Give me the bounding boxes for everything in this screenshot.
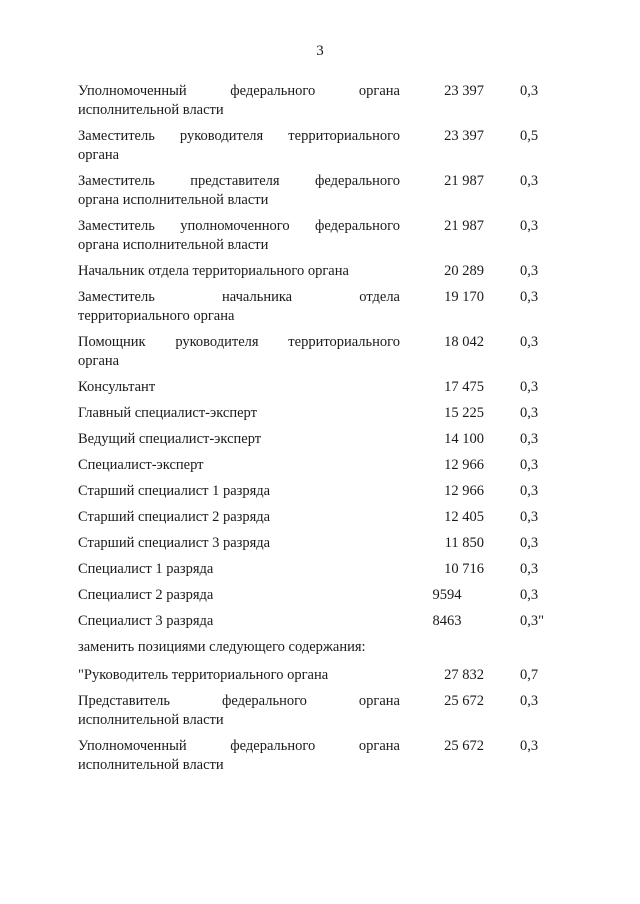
position-name: Заместитель представителя федерального органа исполнительной власти bbox=[78, 173, 400, 208]
salary-amount: 21 987 bbox=[444, 173, 484, 189]
coefficient: 0,3 bbox=[520, 263, 539, 279]
coefficient: 0,3 bbox=[520, 457, 539, 473]
position-name: Специалист 2 разряда bbox=[78, 587, 214, 603]
position-name: Ведущий специалист-эксперт bbox=[78, 431, 262, 447]
position-name: Заместитель руководителя территориального органа bbox=[78, 128, 400, 163]
table-row bbox=[78, 560, 578, 579]
salary-amount: 27 832 bbox=[444, 667, 484, 683]
table-row bbox=[78, 288, 578, 326]
table-row bbox=[78, 534, 578, 553]
coefficient: 0,3 bbox=[520, 509, 539, 525]
coefficient: 0,3 bbox=[520, 483, 539, 499]
salary-amount: 17 475 bbox=[444, 379, 484, 395]
table-row bbox=[78, 456, 578, 475]
salary-amount: 14 100 bbox=[444, 431, 484, 447]
position-name: Специалист-эксперт bbox=[78, 457, 204, 473]
salary-amount: 20 289 bbox=[444, 263, 484, 279]
salary-amount: 25 672 bbox=[444, 738, 484, 754]
table-row bbox=[78, 127, 578, 165]
position-name: "Руководитель территориального органа bbox=[78, 667, 329, 683]
position-name: Уполномоченный федерального органа исполнительной власти bbox=[78, 83, 400, 118]
salary-amount: 15 225 bbox=[444, 405, 484, 421]
position-name: Консультант bbox=[78, 379, 156, 395]
coefficient: 0,3 bbox=[520, 535, 539, 551]
salary-amount: 12 966 bbox=[444, 457, 484, 473]
page-number: 3 bbox=[316, 43, 324, 59]
coefficient: 0,3 bbox=[520, 173, 539, 189]
position-name: Специалист 1 разряда bbox=[78, 561, 214, 577]
coefficient: 0,3 bbox=[520, 83, 539, 99]
coefficient: 0,3 bbox=[520, 587, 539, 603]
salary-amount: 25 672 bbox=[444, 693, 484, 709]
salary-amount: 23 397 bbox=[444, 128, 484, 144]
salary-amount: 12 405 bbox=[444, 509, 484, 525]
coefficient: 0,3 bbox=[520, 218, 539, 234]
salary-amount: 23 397 bbox=[444, 83, 484, 99]
coefficient: 0,3 bbox=[520, 289, 539, 305]
salary-amount: 12 966 bbox=[444, 483, 484, 499]
salary-amount: 21 987 bbox=[444, 218, 484, 234]
table-row bbox=[78, 666, 578, 685]
coefficient: 0,3 bbox=[520, 379, 539, 395]
salary-amount: 11 850 bbox=[444, 535, 484, 551]
table-row bbox=[78, 430, 578, 449]
salary-amount: 8463 bbox=[432, 613, 462, 629]
position-name: Заместитель начальника отдела территориального органа bbox=[78, 289, 400, 324]
table-row bbox=[78, 217, 578, 255]
coefficient: 0,3 bbox=[520, 693, 539, 709]
coefficient: 0,3 bbox=[520, 405, 539, 421]
coefficient: 0,5 bbox=[520, 128, 539, 144]
salary-amount: 9594 bbox=[432, 587, 462, 603]
position-name: Начальник отдела территориального органа bbox=[78, 263, 349, 279]
position-name: Заместитель уполномоченного федерального органа исполнительной власти bbox=[78, 218, 400, 253]
table-row bbox=[78, 482, 578, 501]
salary-amount: 19 170 bbox=[444, 289, 484, 305]
table-row bbox=[78, 404, 578, 423]
table-row bbox=[78, 82, 578, 120]
coefficient: 0,3" bbox=[520, 613, 545, 629]
salary-amount: 10 716 bbox=[444, 561, 484, 577]
coefficient: 0,3 bbox=[520, 561, 539, 577]
position-name: Уполномоченный федерального органа исполнительной власти bbox=[78, 738, 400, 773]
table-row bbox=[78, 737, 578, 775]
position-name: Главный специалист-эксперт bbox=[78, 405, 257, 421]
position-name: Старший специалист 3 разряда bbox=[78, 535, 271, 551]
position-table bbox=[78, 82, 578, 782]
position-name: Помощник руководителя территориального органа bbox=[78, 334, 400, 369]
position-name: Представитель федерального органа исполнительной власти bbox=[78, 693, 400, 728]
replace-phrase: заменить позициями следующего содержания: bbox=[78, 639, 366, 655]
position-name: Старший специалист 1 разряда bbox=[78, 483, 271, 499]
table-row bbox=[78, 508, 578, 527]
table-row bbox=[78, 612, 578, 631]
table-row bbox=[78, 262, 578, 281]
coefficient: 0,3 bbox=[520, 431, 539, 447]
table-row bbox=[78, 586, 578, 605]
table-row bbox=[78, 692, 578, 730]
position-name: Специалист 3 разряда bbox=[78, 613, 214, 629]
salary-amount: 18 042 bbox=[444, 334, 484, 350]
coefficient: 0,7 bbox=[520, 667, 539, 683]
coefficient: 0,3 bbox=[520, 334, 539, 350]
position-name: Старший специалист 2 разряда bbox=[78, 509, 271, 525]
table-row bbox=[78, 378, 578, 397]
coefficient: 0,3 bbox=[520, 738, 539, 754]
table-row bbox=[78, 172, 578, 210]
table-row bbox=[78, 333, 578, 371]
